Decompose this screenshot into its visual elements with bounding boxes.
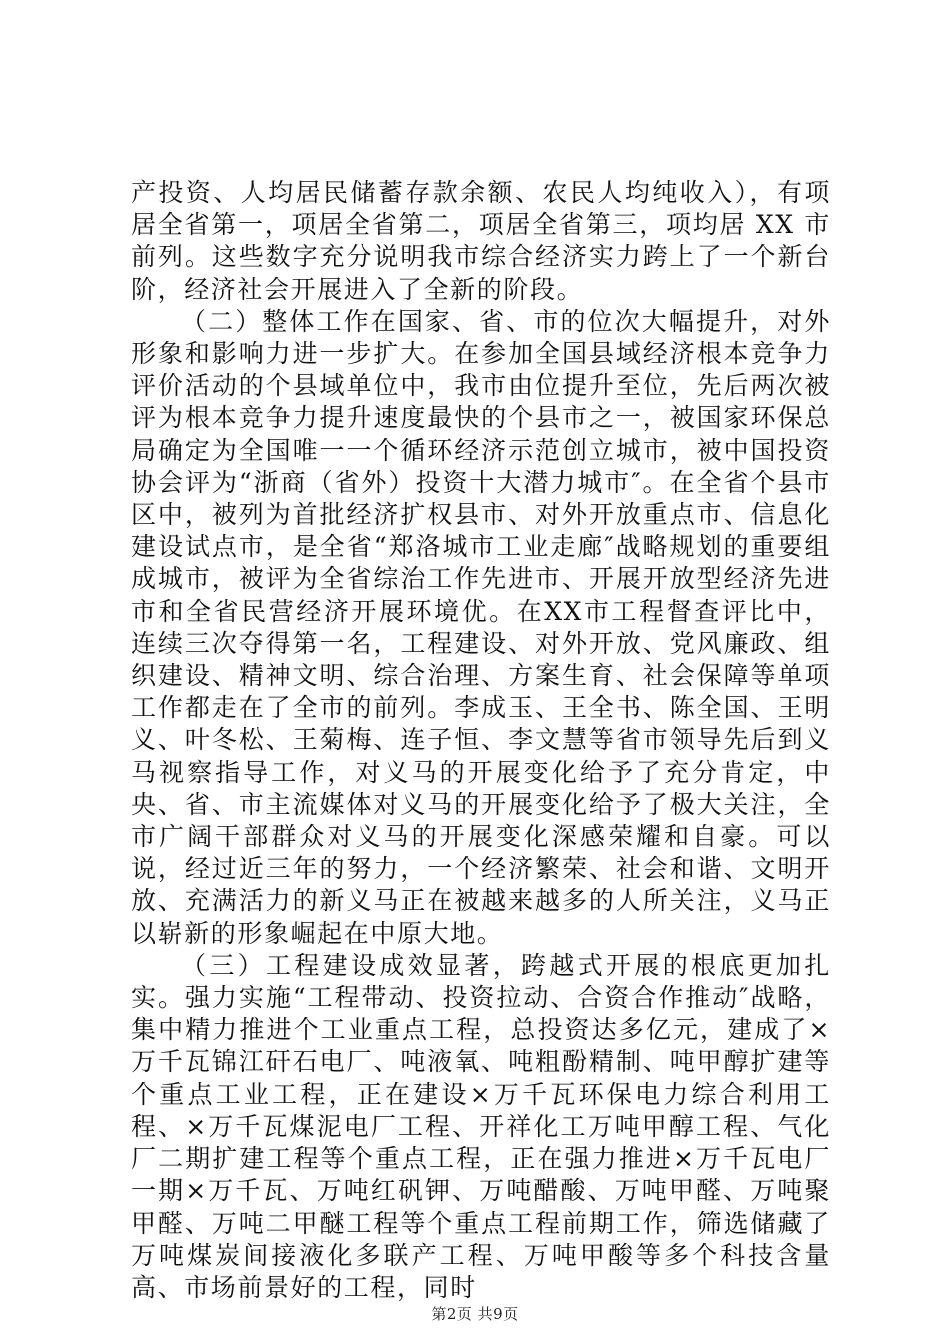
paragraph-3: （三）工程建设成效显著，跨越式开展的根底更加扎实。强力实施“工程带动、投资拉动、合资合作推动″战略，集中精力推进个工业重点工程，总投资达多亿元，建成了×万千瓦锦江矸石电厂、吨液氧、吨粗酚精制、吨甲醇扩建等个重点工业工程，正在建设×万千瓦环保电力综合利用工程、×万千瓦煤泥电厂工程、开祥化工万吨甲醇工程、气化厂二期扩建工程等个重点工程，正在强力推进×万千瓦电厂一期×万千瓦、万吨红矾钾、万吨醋酸、万吨甲醛、万吨聚甲醛、万吨二甲醚工程等个重点工程前期工作，筛选储藏了万吨煤炭间接液化多联产工程、万吨甲酸等多个科技含量高、市场前景好的工程，同时 <box>131 950 831 1302</box>
paragraph-1: 产投资、人均居民储蓄存款余额、农民人均纯收入），有项居全省第一，项居全省第二，项居全省第三，项均居 XX 市前列。这些数字充分说明我市综合经济实力跨上了一个新台阶，经济社会开展进入了全新的阶段。 <box>131 178 831 304</box>
document-body <box>131 177 831 1304</box>
page-number-footer: 第2页 共9页 <box>431 1305 519 1323</box>
paragraph-2: （二）整体工作在国家、省、市的位次大幅提升，对外形象和影响力进一步扩大。在参加全国县域经济根本竞争力评价活动的个县域单位中，我市由位提升至位，先后两次被评为根本竞争力提升速度最快的个县市之一，被国家环保总局确定为全国唯一一个循环经济示范创立城市，被中国投资协会评为“浙商（省外）投资十大潜力城市″。在全省个县市区中，被列为首批经济扩权县市、对外开放重点市、信息化建设试点市，是全省“郑洛城市工业走廊″战略规划的重要组成城市，被评为全省综治工作先进市、开展开放型经济先进市和全省民营经济开展环境优。在XX市工程督查评比中，连续三次夺得第一名，工程建设、对外开放、党风廉政、组织建设、精神文明、综合治理、方案生育、社会保障等单项工作都走在了全市的前列。李成玉、王全书、陈全国、王明义、叶冬松、王菊梅、连子恒、李文慧等省市领导先后到义马视察指导工作，对义马的开展变化给予了充分肯定，中央、省、市主流媒体对义马的开展变化给予了极大关注，全市广阔干部群众对义马的开展变化深感荣耀和自豪。可以说，经过近三年的努力，一个经济繁荣、社会和谐、文明开放、充满活力的新义马正在被越来越多的人所关注，义马正以崭新的形象崛起在中原大地。 <box>131 306 831 948</box>
